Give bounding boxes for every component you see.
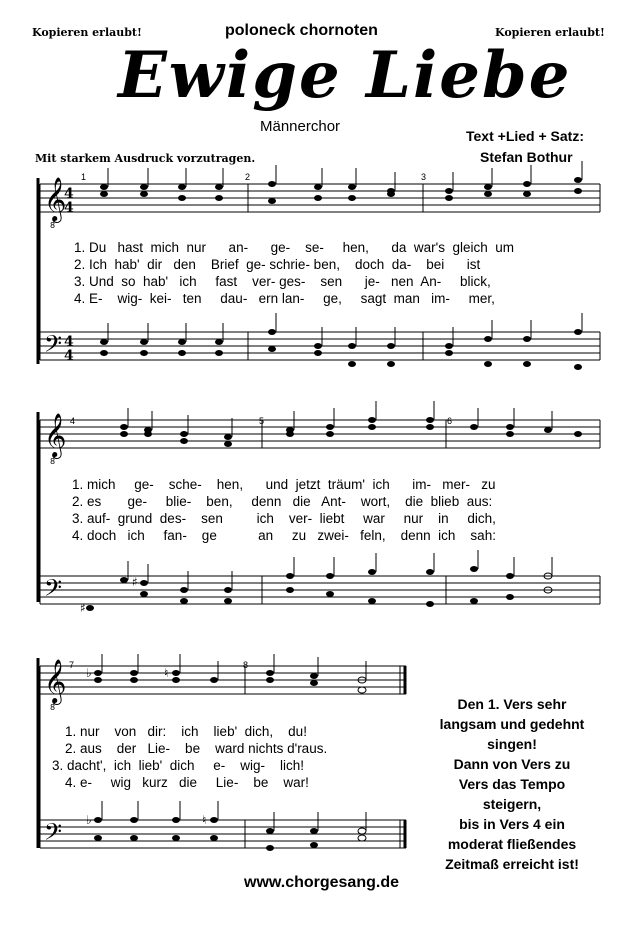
svg-text:♮: ♮	[202, 813, 207, 827]
lyric-verse-3: 3. dacht', ich lieb' dich e- wig- lich!	[52, 758, 305, 773]
lyric-verse-2: 2. Ich hab' dir den Brief ge- schrie- ben, doch da- bei ist	[74, 257, 481, 272]
note-line: bis in Vers 4 ein	[459, 816, 565, 832]
performance-notes	[412, 694, 612, 874]
copy-notice-left: Kopieren erlaubt!	[32, 26, 142, 39]
lyric-verse-1: 1. Du hast mich nur an- ge- se- hen, da war's gleich um	[74, 240, 515, 255]
measure-number: 3	[421, 172, 427, 182]
treble-clef-icon: 𝄞	[44, 659, 67, 703]
measure-number: 8	[243, 660, 249, 670]
note-line: Den 1. Vers sehr	[457, 696, 567, 712]
measure-number: 5	[259, 416, 265, 426]
svg-text:4: 4	[64, 200, 74, 216]
website-link[interactable]: www.chorgesang.de	[244, 874, 399, 891]
svg-text:♯: ♯	[132, 575, 138, 589]
svg-text:8: 8	[50, 703, 56, 712]
tempo-marking: Mit starkem Ausdruck vorzutragen.	[35, 152, 256, 165]
svg-text:8: 8	[50, 457, 56, 466]
lyric-verse-3: 3. Und so hab' ich fast ver- ges- sen je- nen An- blick,	[74, 274, 491, 289]
bass-clef-icon: 𝄢	[44, 330, 63, 363]
note-line: Zeitmaß erreicht ist!	[445, 856, 579, 872]
svg-text:4: 4	[64, 348, 74, 364]
lyric-verse-1: 1. nur von dir: ich lieb' dich, du!	[65, 724, 307, 739]
copy-notice-right: Kopieren erlaubt!	[495, 26, 605, 39]
svg-text:♮: ♮	[164, 666, 169, 680]
svg-text:♭: ♭	[86, 666, 92, 680]
note-line: moderat fließendes	[447, 836, 577, 852]
measure-number: 6	[447, 416, 453, 426]
measure-number: 1	[81, 172, 87, 182]
credits-line-2: Stefan Bothur	[480, 149, 573, 165]
lyric-verse-2: 2. es ge- blie- ben, denn die Ant- wort, die blieb aus:	[72, 494, 493, 509]
note-line: Vers das Tempo	[458, 776, 566, 792]
measure-number: 4	[70, 416, 76, 426]
lyric-verse-2: 2. aus der Lie- be ward nichts d'raus.	[65, 741, 328, 756]
publisher-heading: poloneck chornoten	[225, 22, 378, 39]
measure-number: 7	[69, 660, 75, 670]
svg-text:♭: ♭	[86, 813, 92, 827]
note-line: langsam und gedehnt	[439, 716, 585, 732]
lyric-verse-1: 1. mich ge- sche- hen, und jetzt träum' ich im- mer- zu	[72, 477, 496, 492]
note-line: singen!	[487, 736, 537, 752]
treble-clef-icon: 𝄞	[44, 413, 67, 457]
svg-text:4: 4	[64, 186, 74, 202]
lyric-verse-4: 4. E- wig- kei- ten dau- ern lan- ge, sagt man im- mer,	[74, 291, 495, 306]
lyric-verse-3: 3. auf- grund des- sen ich ver- liebt war nur in dich,	[72, 511, 496, 526]
measure-number: 2	[245, 172, 251, 182]
svg-text:♯: ♯	[80, 601, 86, 615]
song-title: Ewige Liebe	[118, 38, 572, 113]
bass-clef-icon: 𝄢	[44, 818, 63, 851]
svg-text:8: 8	[50, 221, 56, 230]
treble-clef-icon: 𝄞	[44, 177, 67, 221]
note-line: Dann von Vers zu	[453, 756, 571, 772]
lyric-verse-4: 4. doch ich fan- ge an zu zwei- feln, denn ich sah:	[72, 528, 496, 543]
bass-clef-icon: 𝄢	[44, 574, 63, 607]
choir-type: Männerchor	[260, 118, 341, 135]
lyric-verse-4: 4. e- wig kurz die Lie- be war!	[65, 775, 309, 790]
svg-text:4: 4	[64, 334, 74, 350]
credits-line-1: Text +Lied + Satz:	[466, 128, 584, 144]
note-line: steigern,	[482, 796, 542, 812]
